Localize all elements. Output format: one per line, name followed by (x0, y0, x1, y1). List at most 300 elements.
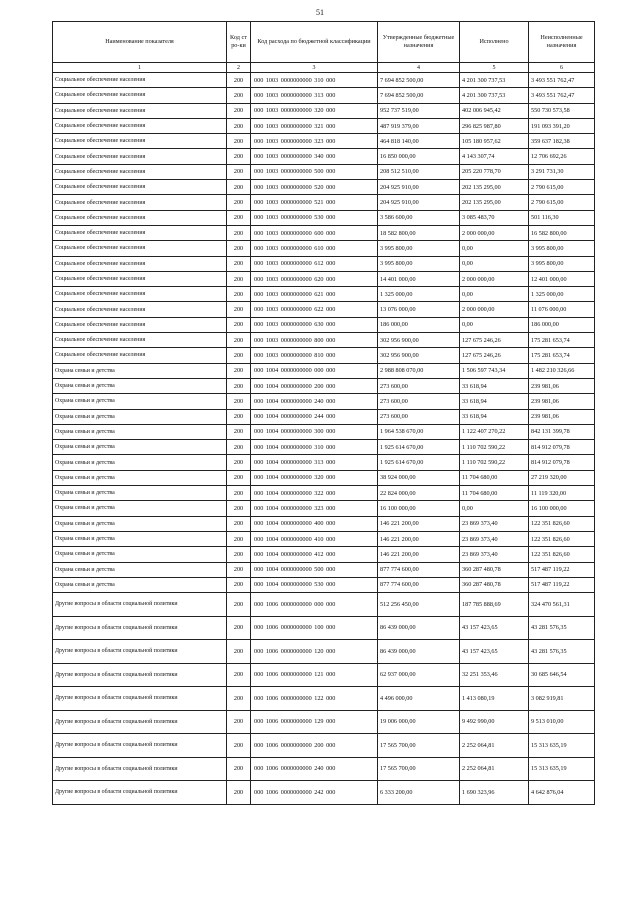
row-name-cell: Социальное обеспечение населения (53, 225, 227, 240)
table-row (53, 271, 595, 286)
row-line-cell: 200 (227, 562, 251, 577)
row-unexecuted-cell: 27 219 320,00 (529, 470, 595, 485)
table-row (53, 577, 595, 592)
column-number: 6 (529, 63, 595, 73)
row-name-cell: Социальное обеспечение населения (53, 256, 227, 271)
row-line-cell: 200 (227, 225, 251, 240)
row-code-cell: 000 1003 0000000000 321 000 (251, 118, 378, 133)
row-executed-cell: 4 143 307,74 (460, 149, 529, 164)
row-executed-cell: 43 157 423,65 (460, 640, 529, 664)
row-approved-cell: 17 565 700,00 (378, 757, 460, 781)
table-row (53, 256, 595, 271)
row-line-cell: 200 (227, 616, 251, 640)
row-unexecuted-cell: 30 685 646,54 (529, 663, 595, 687)
row-executed-cell: 33 618,94 (460, 378, 529, 393)
row-name-cell: Охрана семьи и детства (53, 424, 227, 439)
row-line-cell: 200 (227, 455, 251, 470)
row-executed-cell: 32 251 353,46 (460, 663, 529, 687)
row-executed-cell: 1 690 323,96 (460, 781, 529, 805)
row-unexecuted-cell: 1 325 000,00 (529, 287, 595, 302)
row-name-cell: Охрана семьи и детства (53, 378, 227, 393)
row-line-cell: 200 (227, 734, 251, 758)
row-unexecuted-cell: 15 313 635,19 (529, 734, 595, 758)
row-code-cell: 000 1003 0000000000 500 000 (251, 164, 378, 179)
row-approved-cell: 18 582 800,00 (378, 225, 460, 240)
header-executed: Исполнено (460, 22, 529, 63)
row-code-cell: 000 1004 0000000000 200 000 (251, 378, 378, 393)
row-line-cell: 200 (227, 118, 251, 133)
table-row (53, 593, 595, 617)
row-name-cell: Другие вопросы в области социальной политики (53, 781, 227, 805)
budget-execution-table (52, 21, 595, 805)
row-executed-cell: 43 157 423,65 (460, 616, 529, 640)
row-code-cell: 000 1006 0000000000 200 000 (251, 734, 378, 758)
row-line-cell: 200 (227, 593, 251, 617)
row-executed-cell: 360 287 480,78 (460, 562, 529, 577)
row-name-cell: Охрана семьи и детства (53, 409, 227, 424)
row-code-cell: 000 1006 0000000000 240 000 (251, 757, 378, 781)
row-line-cell: 200 (227, 271, 251, 286)
row-code-cell: 000 1006 0000000000 129 000 (251, 710, 378, 734)
row-executed-cell: 23 869 373,40 (460, 516, 529, 531)
table-row (53, 73, 595, 88)
row-line-cell: 200 (227, 363, 251, 378)
row-unexecuted-cell: 239 981,06 (529, 409, 595, 424)
row-name-cell: Социальное обеспечение населения (53, 302, 227, 317)
row-name-cell: Другие вопросы в области социальной политики (53, 593, 227, 617)
row-code-cell: 000 1003 0000000000 520 000 (251, 180, 378, 195)
row-name-cell: Другие вопросы в области социальной политики (53, 616, 227, 640)
table-body (53, 73, 595, 805)
row-executed-cell: 202 135 295,00 (460, 180, 529, 195)
row-line-cell: 200 (227, 256, 251, 271)
row-line-cell: 200 (227, 440, 251, 455)
row-unexecuted-cell: 550 730 573,58 (529, 103, 595, 118)
row-line-cell: 200 (227, 164, 251, 179)
row-name-cell: Охрана семьи и детства (53, 547, 227, 562)
row-approved-cell: 7 694 852 500,00 (378, 88, 460, 103)
row-code-cell: 000 1003 0000000000 320 000 (251, 103, 378, 118)
row-executed-cell: 0,00 (460, 287, 529, 302)
row-unexecuted-cell: 15 313 635,19 (529, 757, 595, 781)
row-unexecuted-cell: 517 487 119,22 (529, 562, 595, 577)
row-name-cell: Социальное обеспечение населения (53, 210, 227, 225)
row-approved-cell: 86 439 000,00 (378, 616, 460, 640)
row-code-cell: 000 1004 0000000000 320 000 (251, 470, 378, 485)
row-code-cell: 000 1004 0000000000 322 000 (251, 486, 378, 501)
row-unexecuted-cell: 1 482 210 326,66 (529, 363, 595, 378)
table-row (53, 378, 595, 393)
row-code-cell: 000 1003 0000000000 600 000 (251, 225, 378, 240)
table-row (53, 180, 595, 195)
row-line-cell: 200 (227, 103, 251, 118)
row-code-cell: 000 1004 0000000000 410 000 (251, 531, 378, 546)
row-unexecuted-cell: 16 582 800,00 (529, 225, 595, 240)
row-executed-cell: 0,00 (460, 501, 529, 516)
row-name-cell: Социальное обеспечение населения (53, 348, 227, 363)
row-unexecuted-cell: 842 131 399,78 (529, 424, 595, 439)
row-unexecuted-cell: 122 351 826,60 (529, 531, 595, 546)
row-name-cell: Другие вопросы в области социальной политики (53, 757, 227, 781)
row-approved-cell: 208 512 510,00 (378, 164, 460, 179)
row-code-cell: 000 1004 0000000000 313 000 (251, 455, 378, 470)
row-executed-cell: 202 135 295,00 (460, 195, 529, 210)
row-approved-cell: 1 925 614 670,00 (378, 440, 460, 455)
row-line-cell: 200 (227, 210, 251, 225)
row-code-cell: 000 1003 0000000000 800 000 (251, 333, 378, 348)
row-code-cell: 000 1003 0000000000 310 000 (251, 73, 378, 88)
row-code-cell: 000 1003 0000000000 630 000 (251, 317, 378, 332)
table-row (53, 394, 595, 409)
row-name-cell: Социальное обеспечение населения (53, 317, 227, 332)
row-code-cell: 000 1006 0000000000 121 000 (251, 663, 378, 687)
row-code-cell: 000 1003 0000000000 612 000 (251, 256, 378, 271)
row-executed-cell: 2 252 064,81 (460, 734, 529, 758)
row-executed-cell: 2 000 000,00 (460, 225, 529, 240)
row-approved-cell: 13 076 000,00 (378, 302, 460, 317)
row-executed-cell: 127 675 246,26 (460, 333, 529, 348)
header-unexecuted: Неисполненные назначения (529, 22, 595, 63)
row-code-cell: 000 1003 0000000000 610 000 (251, 241, 378, 256)
row-name-cell: Социальное обеспечение населения (53, 134, 227, 149)
row-line-cell: 200 (227, 757, 251, 781)
header-approved: Утвержденные бюджетные назначения (378, 22, 460, 63)
row-unexecuted-cell: 12 401 000,00 (529, 271, 595, 286)
row-code-cell: 000 1006 0000000000 000 000 (251, 593, 378, 617)
row-unexecuted-cell: 4 642 876,04 (529, 781, 595, 805)
row-line-cell: 200 (227, 333, 251, 348)
row-name-cell: Другие вопросы в области социальной политики (53, 734, 227, 758)
row-line-cell: 200 (227, 409, 251, 424)
table-row (53, 734, 595, 758)
row-name-cell: Социальное обеспечение населения (53, 103, 227, 118)
row-line-cell: 200 (227, 687, 251, 711)
row-line-cell: 200 (227, 348, 251, 363)
row-executed-cell: 11 704 680,00 (460, 486, 529, 501)
row-code-cell: 000 1003 0000000000 622 000 (251, 302, 378, 317)
table-row (53, 134, 595, 149)
row-name-cell: Социальное обеспечение населения (53, 73, 227, 88)
row-unexecuted-cell: 43 281 576,35 (529, 616, 595, 640)
row-unexecuted-cell: 12 706 692,26 (529, 149, 595, 164)
row-code-cell: 000 1004 0000000000 500 000 (251, 562, 378, 577)
row-line-cell: 200 (227, 547, 251, 562)
row-line-cell: 200 (227, 180, 251, 195)
row-executed-cell: 105 180 957,62 (460, 134, 529, 149)
row-code-cell: 000 1004 0000000000 530 000 (251, 577, 378, 592)
table-row (53, 348, 595, 363)
table-row (53, 547, 595, 562)
row-executed-cell: 1 413 080,19 (460, 687, 529, 711)
table-row (53, 317, 595, 332)
row-executed-cell: 23 869 373,40 (460, 547, 529, 562)
row-executed-cell: 402 006 945,42 (460, 103, 529, 118)
row-name-cell: Другие вопросы в области социальной политики (53, 710, 227, 734)
row-code-cell: 000 1003 0000000000 323 000 (251, 134, 378, 149)
row-name-cell: Социальное обеспечение населения (53, 149, 227, 164)
row-approved-cell: 273 600,00 (378, 409, 460, 424)
row-line-cell: 200 (227, 378, 251, 393)
table-row (53, 455, 595, 470)
row-name-cell: Охрана семьи и детства (53, 394, 227, 409)
row-name-cell: Социальное обеспечение населения (53, 271, 227, 286)
row-name-cell: Охрана семьи и детства (53, 531, 227, 546)
row-line-cell: 200 (227, 287, 251, 302)
row-approved-cell: 16 100 000,00 (378, 501, 460, 516)
row-name-cell: Социальное обеспечение населения (53, 88, 227, 103)
column-number: 1 (53, 63, 227, 73)
row-approved-cell: 464 818 140,00 (378, 134, 460, 149)
row-code-cell: 000 1006 0000000000 120 000 (251, 640, 378, 664)
row-name-cell: Охрана семьи и детства (53, 577, 227, 592)
table-row (53, 287, 595, 302)
row-name-cell: Другие вопросы в области социальной политики (53, 663, 227, 687)
row-line-cell: 200 (227, 640, 251, 664)
table-row (53, 531, 595, 546)
row-approved-cell: 62 937 000,00 (378, 663, 460, 687)
row-name-cell: Охрана семьи и детства (53, 516, 227, 531)
row-approved-cell: 204 925 910,00 (378, 195, 460, 210)
row-approved-cell: 7 694 852 500,00 (378, 73, 460, 88)
row-code-cell: 000 1003 0000000000 340 000 (251, 149, 378, 164)
row-unexecuted-cell: 43 281 576,35 (529, 640, 595, 664)
row-line-cell: 200 (227, 424, 251, 439)
table-row (53, 333, 595, 348)
row-name-cell: Охрана семьи и детства (53, 501, 227, 516)
table-row (53, 241, 595, 256)
table-row (53, 409, 595, 424)
row-name-cell: Охрана семьи и детства (53, 562, 227, 577)
row-approved-cell: 86 439 000,00 (378, 640, 460, 664)
row-executed-cell: 9 492 990,00 (460, 710, 529, 734)
row-name-cell: Другие вопросы в области социальной политики (53, 687, 227, 711)
row-name-cell: Социальное обеспечение населения (53, 180, 227, 195)
row-code-cell: 000 1004 0000000000 400 000 (251, 516, 378, 531)
row-approved-cell: 1 964 538 670,00 (378, 424, 460, 439)
row-line-cell: 200 (227, 577, 251, 592)
row-line-cell: 200 (227, 663, 251, 687)
row-unexecuted-cell: 11 119 320,00 (529, 486, 595, 501)
row-code-cell: 000 1004 0000000000 412 000 (251, 547, 378, 562)
table-row (53, 516, 595, 531)
row-code-cell: 000 1006 0000000000 100 000 (251, 616, 378, 640)
row-unexecuted-cell: 517 487 119,22 (529, 577, 595, 592)
table-row (53, 710, 595, 734)
row-name-cell: Охрана семьи и детства (53, 363, 227, 378)
table-row (53, 103, 595, 118)
row-executed-cell: 2 252 064,81 (460, 757, 529, 781)
table-row (53, 486, 595, 501)
row-code-cell: 000 1003 0000000000 521 000 (251, 195, 378, 210)
row-name-cell: Охрана семьи и детства (53, 486, 227, 501)
row-approved-cell: 1 925 614 670,00 (378, 455, 460, 470)
row-executed-cell: 11 704 680,00 (460, 470, 529, 485)
row-executed-cell: 1 122 407 270,22 (460, 424, 529, 439)
table-row (53, 149, 595, 164)
row-executed-cell: 0,00 (460, 317, 529, 332)
row-line-cell: 200 (227, 195, 251, 210)
row-code-cell: 000 1004 0000000000 300 000 (251, 424, 378, 439)
row-code-cell: 000 1003 0000000000 620 000 (251, 271, 378, 286)
row-code-cell: 000 1003 0000000000 313 000 (251, 88, 378, 103)
row-line-cell: 200 (227, 88, 251, 103)
row-executed-cell: 1 506 597 743,34 (460, 363, 529, 378)
row-executed-cell: 2 000 000,00 (460, 271, 529, 286)
row-unexecuted-cell: 2 790 615,00 (529, 180, 595, 195)
row-code-cell: 000 1006 0000000000 122 000 (251, 687, 378, 711)
row-code-cell: 000 1004 0000000000 000 000 (251, 363, 378, 378)
table-row (53, 562, 595, 577)
column-number: 4 (378, 63, 460, 73)
header-classification-code: Код расхода по бюджетной классификации (251, 22, 378, 63)
table-row (53, 687, 595, 711)
row-approved-cell: 146 221 200,00 (378, 547, 460, 562)
row-name-cell: Социальное обеспечение населения (53, 118, 227, 133)
table-row (53, 501, 595, 516)
table-row (53, 88, 595, 103)
row-executed-cell: 0,00 (460, 256, 529, 271)
table-row (53, 363, 595, 378)
row-executed-cell: 33 618,94 (460, 409, 529, 424)
row-code-cell: 000 1004 0000000000 240 000 (251, 394, 378, 409)
row-unexecuted-cell: 359 637 182,38 (529, 134, 595, 149)
row-executed-cell: 205 220 778,70 (460, 164, 529, 179)
table-row (53, 302, 595, 317)
row-unexecuted-cell: 191 093 391,20 (529, 118, 595, 133)
table-row (53, 781, 595, 805)
table-row (53, 210, 595, 225)
row-name-cell: Другие вопросы в области социальной политики (53, 640, 227, 664)
row-unexecuted-cell: 3 291 731,30 (529, 164, 595, 179)
row-approved-cell: 302 956 900,00 (378, 333, 460, 348)
row-approved-cell: 16 850 000,00 (378, 149, 460, 164)
row-approved-cell: 146 221 200,00 (378, 516, 460, 531)
row-approved-cell: 6 333 200,00 (378, 781, 460, 805)
row-approved-cell: 487 919 379,00 (378, 118, 460, 133)
row-executed-cell: 0,00 (460, 241, 529, 256)
row-approved-cell: 273 600,00 (378, 378, 460, 393)
row-unexecuted-cell: 501 116,30 (529, 210, 595, 225)
row-unexecuted-cell: 2 790 615,00 (529, 195, 595, 210)
row-unexecuted-cell: 239 981,06 (529, 394, 595, 409)
row-unexecuted-cell: 186 000,00 (529, 317, 595, 332)
header-name: Наименование показателя (53, 22, 227, 63)
table-row (53, 424, 595, 439)
row-line-cell: 200 (227, 149, 251, 164)
row-unexecuted-cell: 3 995 800,00 (529, 241, 595, 256)
column-number: 3 (251, 63, 378, 73)
table-row (53, 440, 595, 455)
table-row (53, 225, 595, 240)
column-number: 2 (227, 63, 251, 73)
table-row (53, 470, 595, 485)
row-code-cell: 000 1003 0000000000 810 000 (251, 348, 378, 363)
row-unexecuted-cell: 324 470 561,31 (529, 593, 595, 617)
row-line-cell: 200 (227, 241, 251, 256)
row-executed-cell: 127 675 246,26 (460, 348, 529, 363)
row-unexecuted-cell: 3 082 919,81 (529, 687, 595, 711)
row-executed-cell: 33 618,94 (460, 394, 529, 409)
header-line-code: Код стро-ки (227, 22, 251, 63)
table-row (53, 195, 595, 210)
row-unexecuted-cell: 239 981,06 (529, 378, 595, 393)
row-approved-cell: 146 221 200,00 (378, 531, 460, 546)
row-code-cell: 000 1004 0000000000 244 000 (251, 409, 378, 424)
row-line-cell: 200 (227, 710, 251, 734)
row-approved-cell: 3 586 600,00 (378, 210, 460, 225)
row-executed-cell: 3 085 483,70 (460, 210, 529, 225)
row-approved-cell: 3 995 800,00 (378, 256, 460, 271)
row-name-cell: Охрана семьи и детства (53, 455, 227, 470)
row-code-cell: 000 1004 0000000000 323 000 (251, 501, 378, 516)
row-approved-cell: 22 824 000,00 (378, 486, 460, 501)
row-line-cell: 200 (227, 302, 251, 317)
row-line-cell: 200 (227, 317, 251, 332)
row-unexecuted-cell: 122 351 826,60 (529, 547, 595, 562)
row-line-cell: 200 (227, 781, 251, 805)
row-approved-cell: 38 924 000,00 (378, 470, 460, 485)
row-unexecuted-cell: 9 513 010,00 (529, 710, 595, 734)
row-executed-cell: 4 201 300 737,53 (460, 73, 529, 88)
row-approved-cell: 186 000,00 (378, 317, 460, 332)
row-name-cell: Социальное обеспечение населения (53, 287, 227, 302)
row-approved-cell: 273 600,00 (378, 394, 460, 409)
table-row (53, 164, 595, 179)
table-header-row (53, 22, 595, 63)
row-approved-cell: 204 925 910,00 (378, 180, 460, 195)
row-unexecuted-cell: 16 100 000,00 (529, 501, 595, 516)
row-unexecuted-cell: 175 281 653,74 (529, 333, 595, 348)
row-executed-cell: 360 287 480,78 (460, 577, 529, 592)
row-name-cell: Охрана семьи и детства (53, 470, 227, 485)
row-executed-cell: 23 869 373,40 (460, 531, 529, 546)
row-executed-cell: 4 201 300 737,53 (460, 88, 529, 103)
row-executed-cell: 296 825 987,80 (460, 118, 529, 133)
row-line-cell: 200 (227, 73, 251, 88)
row-code-cell: 000 1006 0000000000 242 000 (251, 781, 378, 805)
table-row (53, 663, 595, 687)
row-unexecuted-cell: 814 912 079,78 (529, 455, 595, 470)
row-name-cell: Социальное обеспечение населения (53, 195, 227, 210)
table-row (53, 616, 595, 640)
row-approved-cell: 4 496 000,00 (378, 687, 460, 711)
row-unexecuted-cell: 3 995 800,00 (529, 256, 595, 271)
row-approved-cell: 952 737 519,00 (378, 103, 460, 118)
row-executed-cell: 187 785 888,69 (460, 593, 529, 617)
row-line-cell: 200 (227, 394, 251, 409)
page-number: 51 (316, 8, 324, 17)
row-approved-cell: 877 774 600,00 (378, 577, 460, 592)
row-executed-cell: 1 110 702 590,22 (460, 455, 529, 470)
row-approved-cell: 3 995 800,00 (378, 241, 460, 256)
column-number: 5 (460, 63, 529, 73)
row-code-cell: 000 1004 0000000000 310 000 (251, 440, 378, 455)
row-unexecuted-cell: 814 912 079,78 (529, 440, 595, 455)
row-approved-cell: 19 006 000,00 (378, 710, 460, 734)
row-unexecuted-cell: 175 281 653,74 (529, 348, 595, 363)
row-executed-cell: 1 110 702 590,22 (460, 440, 529, 455)
row-name-cell: Охрана семьи и детства (53, 440, 227, 455)
row-code-cell: 000 1003 0000000000 621 000 (251, 287, 378, 302)
column-number-row (53, 63, 595, 73)
row-line-cell: 200 (227, 531, 251, 546)
table-row (53, 640, 595, 664)
row-unexecuted-cell: 3 493 551 762,47 (529, 73, 595, 88)
row-approved-cell: 1 325 000,00 (378, 287, 460, 302)
row-line-cell: 200 (227, 470, 251, 485)
row-name-cell: Социальное обеспечение населения (53, 164, 227, 179)
row-name-cell: Социальное обеспечение населения (53, 333, 227, 348)
